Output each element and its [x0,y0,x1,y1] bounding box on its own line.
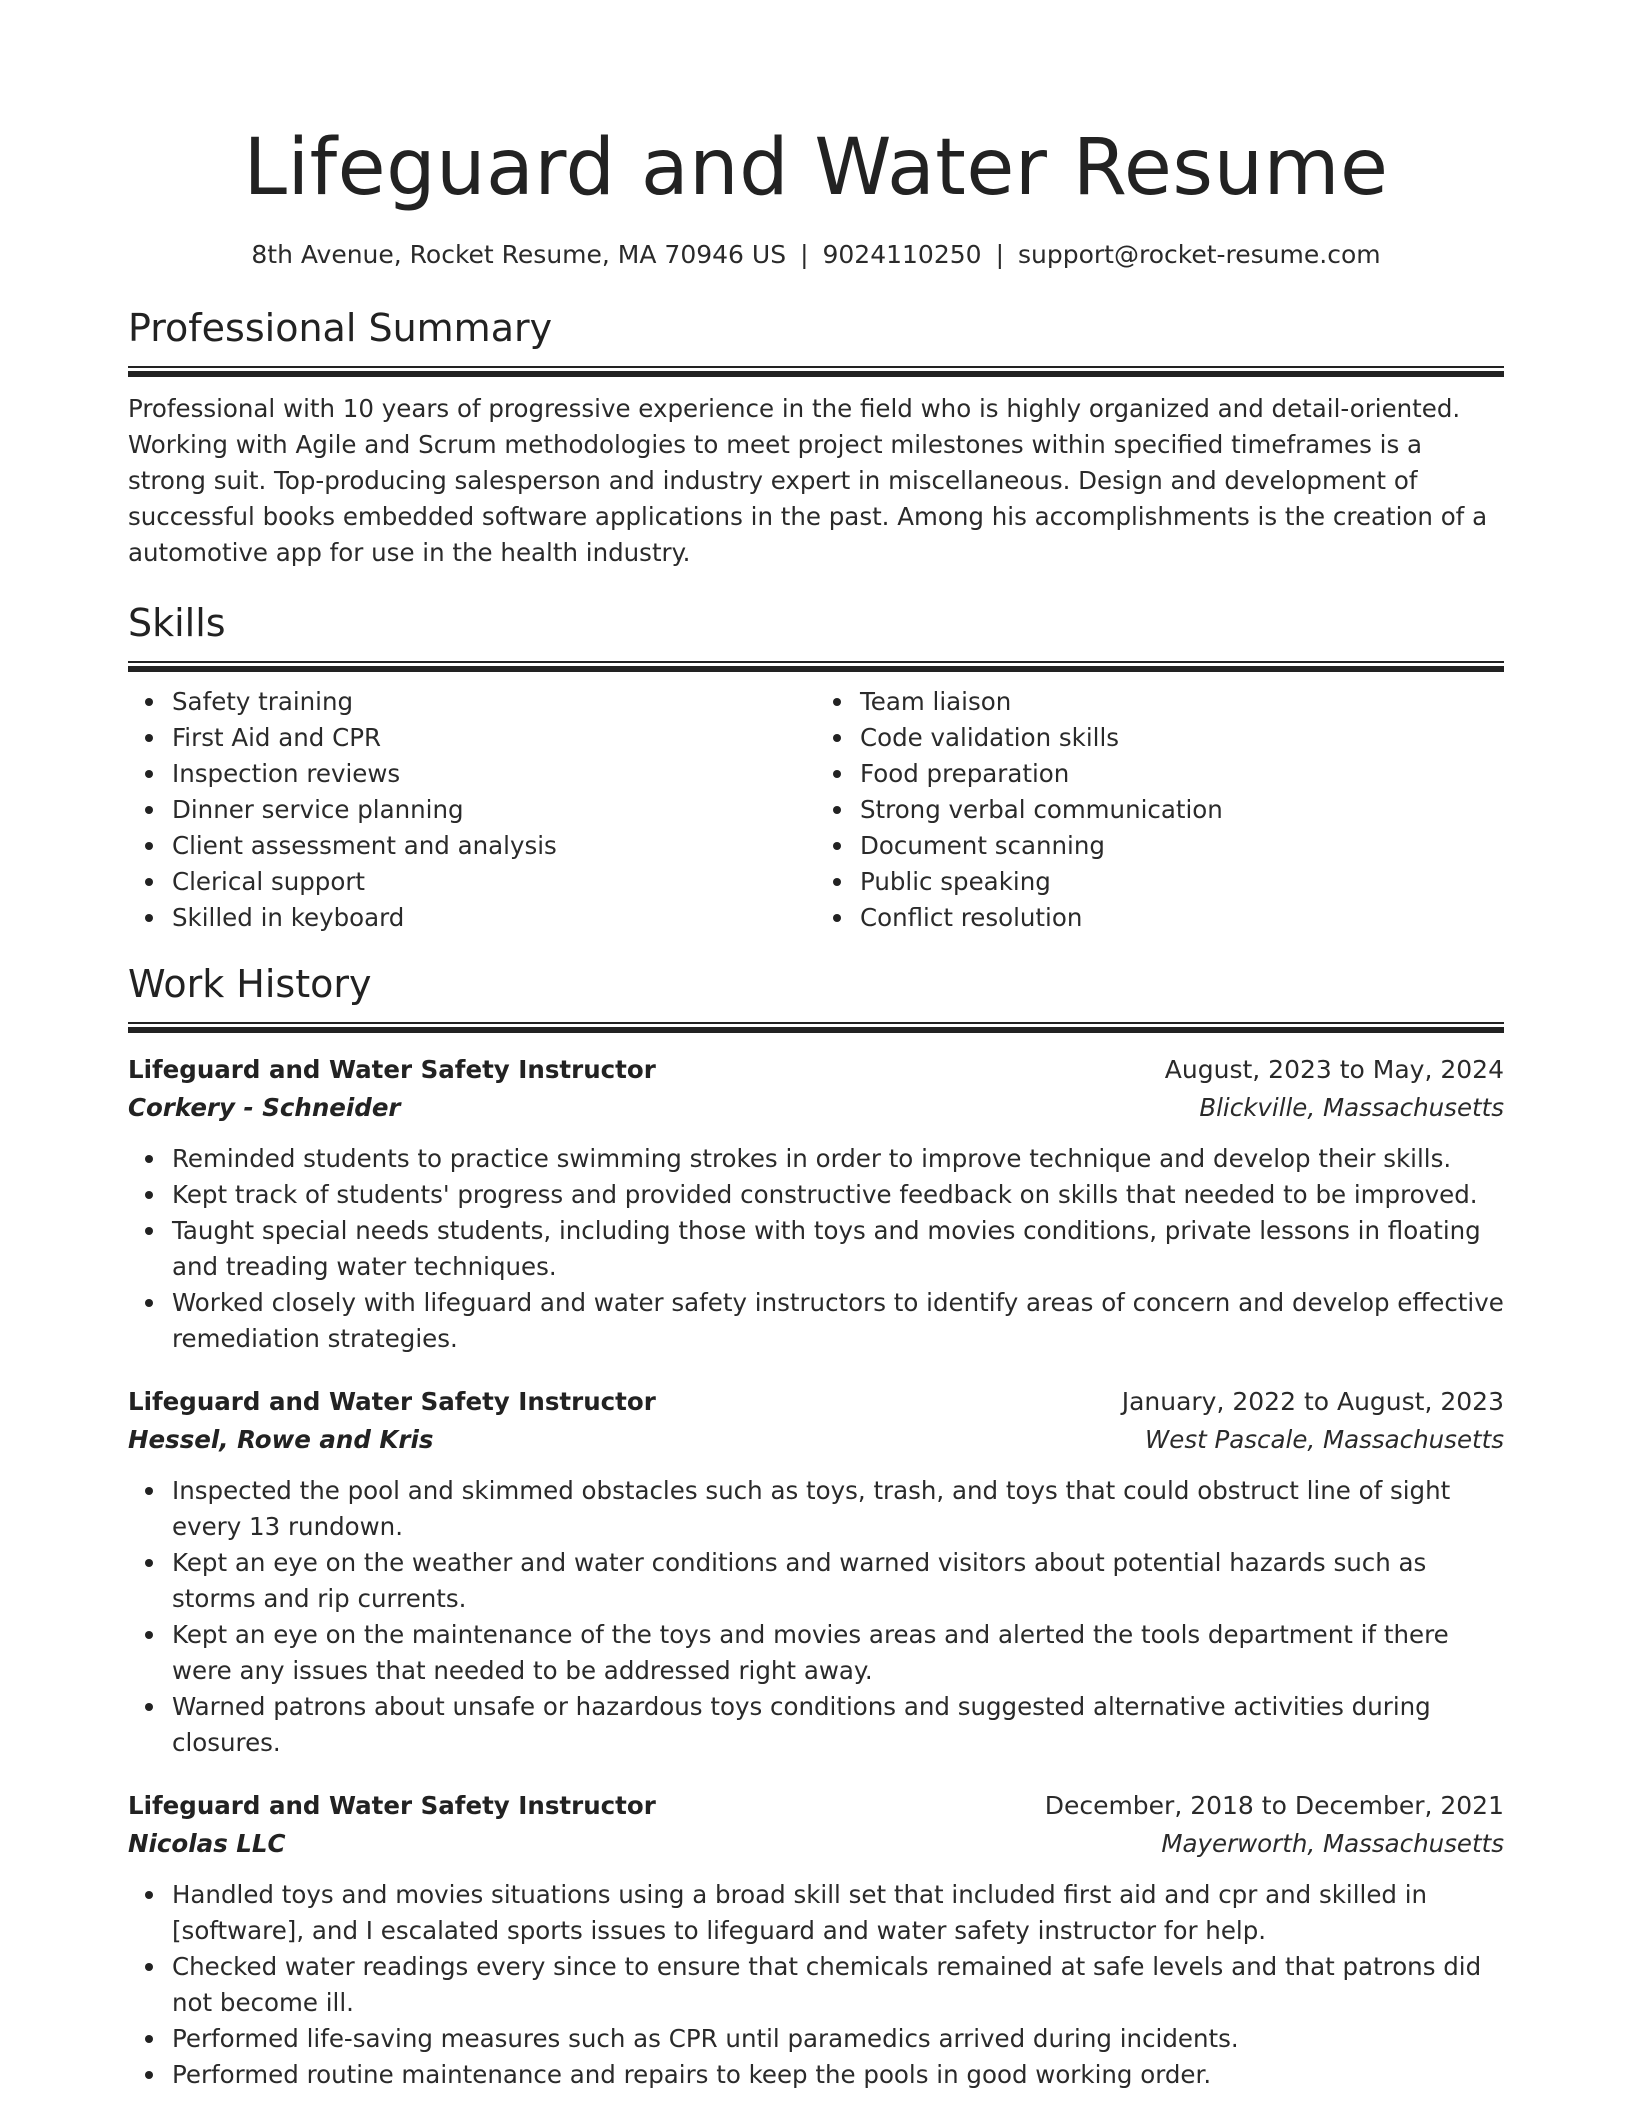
work-heading: Work History [128,962,372,1006]
skill-item: Dinner service planning [172,792,816,828]
job-location: West Pascale, Massachusetts [1145,1425,1504,1454]
skill-item: Strong verbal communication [860,792,1504,828]
job-title: Lifeguard and Water Safety Instructor [128,1791,656,1820]
summary-text: Professional with 10 years of progressive experience in the field who is highly organized and detail-oriented. Working with Agile and Scrum methodologies to meet project milestones within specified timeframes is a strong suit. Top-producing salesperson and industry expert in miscellaneous. Design and development of successful books embedded software applications in the past. Among his accomplishments is the creation of a automotive app for use in the health industry. [128,394,1488,567]
summary-section-header [128,302,1504,377]
contact-separator: | [995,240,1004,269]
job-bullets [128,1473,1504,1761]
job-location: Mayerworth, Massachusetts [1161,1829,1504,1858]
skills-column-right [816,684,1504,936]
job-bullet: Performed life-saving measures such as CPR until paramedics arrived during incidents. [172,2021,1504,2057]
job-bullet: Handled toys and movies situations using a broad skill set that included first aid and cpr and skilled in [software], and I escalated sports issues to lifeguard and water safety instructor for help. [172,1877,1504,1949]
job-entry [128,1383,1504,1761]
job-bullets [128,1141,1504,1357]
job-location: Blickville, Massachusetts [1199,1093,1504,1122]
contact-phone: 9024110250 [822,240,982,269]
skill-item: Food preparation [860,756,1504,792]
skill-item: Clerical support [172,864,816,900]
job-entry [128,1051,1504,1357]
job-title: Lifeguard and Water Safety Instructor [128,1055,656,1084]
skill-item: Inspection reviews [172,756,816,792]
resume-title: Lifeguard and Water Resume [243,123,1389,213]
skill-item: Safety training [172,684,816,720]
skills-heading: Skills [128,601,226,645]
skills-column-left [128,684,816,936]
job-bullet: Kept track of students' progress and provided constructive feedback on skills that needed to be improved. [172,1177,1504,1213]
contact-address: 8th Avenue, Rocket Resume, MA 70946 US [251,240,787,269]
job-bullet: Performed routine maintenance and repairs to keep the pools in good working order. [172,2057,1504,2093]
contact-email: support@rocket-resume.com [1018,240,1381,269]
job-bullets [128,1877,1504,2093]
job-dates: December, 2018 to December, 2021 [1044,1791,1504,1820]
skill-item: Document scanning [860,828,1504,864]
job-bullet: Inspected the pool and skimmed obstacles such as toys, trash, and toys that could obstruct line of sight every 13 rundown. [172,1473,1504,1545]
work-section-header [128,958,1504,1033]
skill-item: Team liaison [860,684,1504,720]
skill-item: Code validation skills [860,720,1504,756]
skill-item: Conflict resolution [860,900,1504,936]
summary-heading: Professional Summary [128,306,553,350]
resume-page [128,0,1504,2093]
skills-section-header [128,597,1504,672]
job-dates: January, 2022 to August, 2023 [1121,1387,1504,1416]
job-entry [128,1787,1504,2093]
skill-item: Client assessment and analysis [172,828,816,864]
section-divider [128,1022,1504,1033]
section-divider [128,366,1504,377]
skill-item: First Aid and CPR [172,720,816,756]
skill-item: Public speaking [860,864,1504,900]
job-bullet: Taught special needs students, including those with toys and movies conditions, private lessons in floating and treading water techniques. [172,1213,1504,1285]
contact-line [128,238,1504,272]
section-divider [128,661,1504,672]
job-company: Hessel, Rowe and Kris [128,1425,434,1454]
job-bullet: Checked water readings every since to ensure that chemicals remained at safe levels and that patrons did not become ill. [172,1949,1504,2021]
job-company: Nicolas LLC [128,1829,286,1858]
job-bullet: Reminded students to practice swimming strokes in order to improve technique and develop their skills. [172,1141,1504,1177]
job-bullet: Worked closely with lifeguard and water safety instructors to identify areas of concern and develop effective remediation strategies. [172,1285,1504,1357]
job-company: Corkery - Schneider [128,1093,401,1122]
skill-item: Skilled in keyboard [172,900,816,936]
skills-list [128,684,1504,936]
job-bullet: Kept an eye on the maintenance of the toys and movies areas and alerted the tools department if there were any issues that needed to be addressed right away. [172,1617,1504,1689]
job-dates: August, 2023 to May, 2024 [1164,1055,1504,1084]
contact-separator: | [800,240,809,269]
job-title: Lifeguard and Water Safety Instructor [128,1387,656,1416]
job-bullet: Warned patrons about unsafe or hazardous toys conditions and suggested alternative activities during closures. [172,1689,1504,1761]
job-bullet: Kept an eye on the weather and water conditions and warned visitors about potential hazards such as storms and rip currents. [172,1545,1504,1617]
